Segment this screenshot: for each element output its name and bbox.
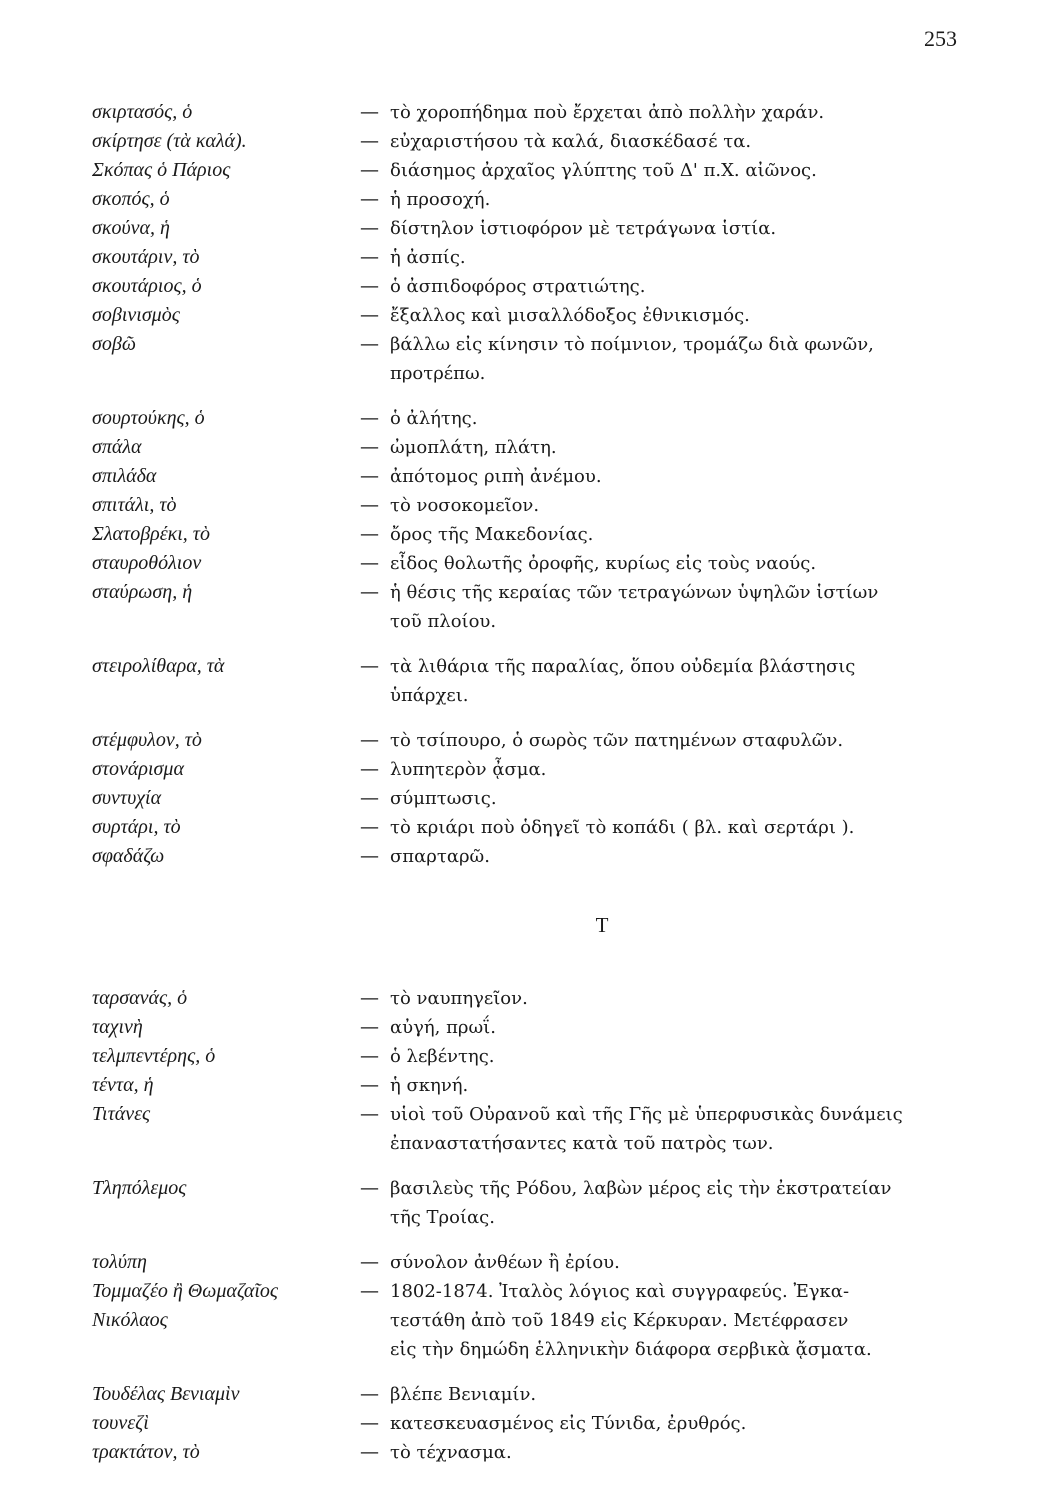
entry-dash: —	[360, 523, 379, 545]
entry-term: σκούνα, ἡ	[92, 217, 170, 239]
entry-term: σκιρτασός, ὁ	[92, 101, 193, 123]
entry-definition: διάσημος ἀρχαῖος γλύπτης τοῦ Δ' π.Χ. αἰῶνος.	[390, 160, 817, 181]
entry-definition: τὸ ναυπηγεῖον.	[390, 988, 528, 1009]
entry-dash: —	[360, 1103, 379, 1125]
entry-definition: κατεσκευασμένος εἰς Τύνιδα, ἐρυθρός.	[390, 1413, 747, 1434]
entry-term: Τιτάνες	[92, 1103, 151, 1125]
entry-definition: ἡ ἀσπίς.	[390, 247, 466, 268]
glossary-entry	[92, 1013, 972, 1042]
entry-definition: τὸ νοσοκομεῖον.	[390, 495, 540, 516]
entry-dash: —	[360, 987, 379, 1009]
glossary-entry	[92, 984, 972, 1013]
entry-dash: —	[360, 436, 379, 458]
entry-term: Σλατοβρέκι, τὸ	[92, 523, 210, 545]
entry-dash: —	[360, 1383, 379, 1405]
entry-dash: —	[360, 159, 379, 181]
entry-definition: βασιλεὺς τῆς Ρόδου, λαβὼν μέρος εἰς τὴν ἐκστρατείαν τῆς Τροίας.	[390, 1178, 892, 1228]
entry-definition: 1802-1874. Ἰταλὸς λόγιος καὶ συγγραφεύς. Ἐγκα- τεστάθη ἀπὸ τοῦ 1849 εἰς Κέρκυραν. Μετέφρασεν εἰς τὴν δημώδη ἑλληνικὴν διάφορα σερβικὰ ᾄσματα.	[390, 1281, 872, 1360]
entry-dash: —	[360, 787, 379, 809]
entry-dash: —	[360, 1412, 379, 1434]
glossary-entry	[92, 301, 972, 330]
glossary-section-t	[92, 984, 972, 1467]
page-number: 253	[924, 26, 957, 51]
entry-definition: σύμπτωσις.	[390, 788, 497, 809]
entry-definition: ἡ θέσις τῆς κεραίας τῶν τετραγώνων ὑψηλῶν ἱστίων τοῦ πλοίου.	[390, 582, 879, 632]
entry-definition: βλέπε Βενιαμίν.	[390, 1384, 537, 1405]
entry-dash: —	[360, 246, 379, 268]
entry-dash: —	[360, 1280, 379, 1302]
glossary-entry	[92, 491, 972, 520]
entry-definition: αὐγή, πρωΐ.	[390, 1017, 496, 1038]
entry-term: σφαδάζω	[92, 845, 165, 867]
entry-term: σουρτούκης, ὁ	[92, 407, 205, 429]
entry-dash: —	[360, 333, 379, 355]
entry-definition: δίστηλον ἱστιοφόρον μὲ τετράγωνα ἱστία.	[390, 218, 777, 239]
entry-definition: τὸ χοροπήδημα ποὺ ἔρχεται ἀπὸ πολλὴν χαράν.	[390, 102, 825, 123]
glossary-entry	[92, 842, 972, 871]
entry-definition: ὁ λεβέντης.	[390, 1046, 495, 1067]
glossary-entry	[92, 726, 972, 755]
glossary-entry	[92, 1380, 972, 1409]
entry-term: Τομμαζέο ἢ Θωμαζαῖος Νικόλαος	[92, 1280, 279, 1331]
entry-term: τελμπεντέρης, ὁ	[92, 1045, 216, 1067]
entry-definition: ἔξαλλος καὶ μισαλλόδοξος ἐθνικισμός.	[390, 305, 750, 326]
glossary-entry	[92, 330, 972, 388]
glossary-entry	[92, 1100, 972, 1158]
entry-dash: —	[360, 275, 379, 297]
entry-dash: —	[360, 729, 379, 751]
entry-term: σταυροθόλιον	[92, 552, 202, 574]
entry-term: σοβινισμὸς	[92, 304, 180, 326]
glossary-entry	[92, 784, 972, 813]
entry-term: σπιτάλι, τὸ	[92, 494, 177, 516]
glossary-entry	[92, 1071, 972, 1100]
glossary-entry	[92, 652, 972, 710]
entry-dash: —	[360, 407, 379, 429]
entry-definition: ὠμοπλάτη, πλάτη.	[390, 437, 557, 458]
glossary-entry	[92, 185, 972, 214]
glossary-entry	[92, 1042, 972, 1071]
glossary-entry	[92, 404, 972, 433]
entry-term: ταρσανάς, ὁ	[92, 987, 188, 1009]
glossary-entry	[92, 156, 972, 185]
glossary-entry	[92, 1174, 972, 1232]
entry-definition: τὸ τσίπουρο, ὁ σωρὸς τῶν πατημένων σταφυλῶν.	[390, 730, 844, 751]
entry-term: σπιλάδα	[92, 465, 157, 487]
glossary-entry	[92, 1277, 972, 1364]
entry-definition: υἱοὶ τοῦ Οὐρανοῦ καὶ τῆς Γῆς μὲ ὑπερφυσικὰς δυνάμεις ἐπαναστατήσαντες κατὰ τοῦ πατρὸς των.	[390, 1104, 903, 1154]
entry-dash: —	[360, 304, 379, 326]
entry-definition: ἀπότομος ριπὴ ἀνέμου.	[390, 466, 602, 487]
entry-term: τολύπη	[92, 1251, 147, 1273]
entry-definition: ὁ ἀλήτης.	[390, 408, 478, 429]
glossary-entry	[92, 520, 972, 549]
entry-definition: τὸ τέχνασμα.	[390, 1442, 512, 1463]
entry-term: συρτάρι, τὸ	[92, 816, 181, 838]
glossary-entry	[92, 272, 972, 301]
entry-dash: —	[360, 1045, 379, 1067]
entry-definition: σύνολον ἀνθέων ἢ ἐρίου.	[390, 1252, 620, 1273]
entry-definition: ἡ σκηνή.	[390, 1075, 469, 1096]
entry-term: σπάλα	[92, 436, 142, 458]
glossary-entry	[92, 127, 972, 156]
entry-dash: —	[360, 758, 379, 780]
entry-dash: —	[360, 494, 379, 516]
glossary-entry	[92, 1248, 972, 1277]
entry-definition: ὄρος τῆς Μακεδονίας.	[390, 524, 594, 545]
entry-dash: —	[360, 1016, 379, 1038]
glossary-entry	[92, 549, 972, 578]
glossary-entry	[92, 98, 972, 127]
entry-dash: —	[360, 816, 379, 838]
entry-term: στέμφυλον, τὸ	[92, 729, 202, 751]
glossary-entry	[92, 755, 972, 784]
entry-term: Σκόπας ὁ Πάριος	[92, 159, 231, 181]
entry-dash: —	[360, 130, 379, 152]
entry-term: τρακτάτον, τὸ	[92, 1441, 200, 1463]
entry-definition: ἡ προσοχή.	[390, 189, 491, 210]
entry-term: Τληπόλεμος	[92, 1177, 187, 1199]
entry-term: σκουτάριος, ὁ	[92, 275, 202, 297]
entry-term: στονάρισμα	[92, 758, 184, 780]
entry-dash: —	[360, 1177, 379, 1199]
entry-dash: —	[360, 655, 379, 677]
entry-term: σταύρωση, ἡ	[92, 581, 193, 603]
entry-definition: τὰ λιθάρια τῆς παραλίας, ὅπου οὐδεμία βλάστησις ὑπάρχει.	[390, 656, 856, 706]
entry-term: σκοπός, ὁ	[92, 188, 170, 210]
glossary	[92, 98, 972, 1467]
entry-definition: βάλλω εἰς κίνησιν τὸ ποίμνιον, τρομάζω διὰ φωνῶν, προτρέπω.	[390, 334, 874, 384]
entry-dash: —	[360, 1251, 379, 1273]
entry-definition: εἶδος θολωτῆς ὀροφῆς, κυρίως εἰς τοὺς ναούς.	[390, 553, 817, 574]
entry-term: στειρολίθαρα, τὰ	[92, 655, 225, 677]
entry-dash: —	[360, 188, 379, 210]
entry-dash: —	[360, 465, 379, 487]
entry-term: Τουδέλας Βενιαμὶν	[92, 1383, 240, 1405]
entry-definition: τὸ κριάρι ποὺ ὁδηγεῖ τὸ κοπάδι ( βλ. καὶ σερτάρι ).	[390, 817, 855, 838]
entry-definition: λυπητερὸν ᾆσμα.	[390, 759, 547, 780]
entry-definition: ὁ ἀσπιδοφόρος στρατιώτης.	[390, 276, 646, 297]
entry-term: τέντα, ἡ	[92, 1074, 154, 1096]
glossary-entry	[92, 1409, 972, 1438]
entry-definition: εὐχαριστήσου τὰ καλά, διασκέδασέ τα.	[390, 131, 752, 152]
glossary-entry	[92, 243, 972, 272]
entry-dash: —	[360, 581, 379, 603]
entry-dash: —	[360, 217, 379, 239]
entry-dash: —	[360, 552, 379, 574]
glossary-entry	[92, 813, 972, 842]
entry-definition: σπαρταρῶ.	[390, 846, 490, 867]
glossary-section-s	[92, 98, 972, 871]
entry-dash: —	[360, 101, 379, 123]
entry-term: συντυχία	[92, 787, 162, 809]
entry-term: τουνεζὶ	[92, 1412, 149, 1434]
glossary-entry	[92, 578, 972, 636]
glossary-entry	[92, 433, 972, 462]
glossary-entry	[92, 462, 972, 491]
entry-dash: —	[360, 1074, 379, 1096]
entry-term: σκουτάριν, τὸ	[92, 246, 200, 268]
entry-dash: —	[360, 1441, 379, 1463]
entry-dash: —	[360, 845, 379, 867]
glossary-entry	[92, 214, 972, 243]
entry-term: σοβῶ	[92, 333, 136, 355]
entry-term: ταχινὴ	[92, 1016, 143, 1038]
glossary-entry	[92, 1438, 972, 1467]
section-letter: Τ	[595, 913, 609, 937]
entry-term: σκίρτησε (τὰ καλά).	[92, 130, 247, 152]
